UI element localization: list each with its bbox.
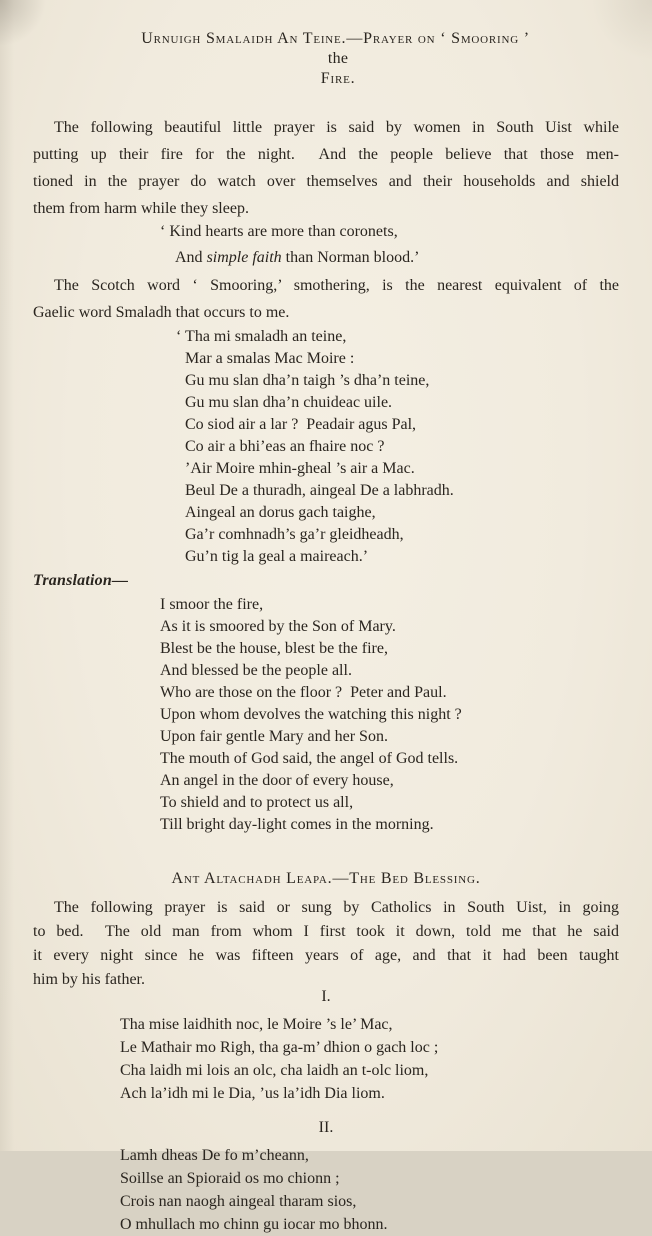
verse-line: Crois nan naogh aingeal tharam sios, [120, 1193, 357, 1210]
heading-text: Fire. [320, 70, 356, 87]
verse-line: Lamh dheas De fo m’cheann, [120, 1147, 309, 1164]
bed-blessing-verse-two [120, 1144, 619, 1236]
verse-numeral-two: II. [318, 1119, 334, 1136]
verse-line: Upon fair gentle Mary and her Son. [160, 728, 388, 745]
verse-line: ’Air Moire mhin-gheal ’s air a Mac. [185, 460, 415, 477]
verse-line: Upon whom devolves the watching this night ? [160, 706, 462, 723]
smooring-intro-paragraph [33, 114, 619, 222]
paragraph-line: The following prayer is said or sung by Catholics in South Uist, in going [54, 899, 619, 916]
translation-verse [160, 594, 619, 836]
quote-text: than Norman blood.’ [281, 249, 420, 266]
verse-line: Cha laidh mi lois an olc, cha laidh an t-olc liom, [120, 1062, 429, 1079]
verse-line: Ach la’idh mi le Dia, ’us la’idh Dia liom. [120, 1085, 385, 1102]
smooring-note-paragraph [33, 272, 619, 326]
paragraph-line: The following beautiful little prayer is said by women in South Uist while [54, 119, 619, 136]
verse-line: Till bright day-light comes in the morning. [160, 816, 434, 833]
bed-blessing-intro-paragraph [33, 896, 619, 992]
translation-label: Translation— [33, 572, 129, 589]
quote-italic-phrase: simple faith [206, 249, 282, 266]
paragraph-line: The Scotch word ‘ Smooring,’ smothering, is the nearest equivalent of the [54, 277, 619, 294]
verse-line: To shield and to protect us all, [160, 794, 354, 811]
paragraph-line: him by his father. [33, 971, 145, 988]
section-heading-smooring [33, 9, 619, 109]
verse-line: The mouth of God said, the angel of God tells. [160, 750, 459, 767]
heading-text-lowercase: the [327, 50, 349, 67]
verse-line: Gu’n tig la geal a maireach.’ [185, 548, 369, 565]
quote-line: ‘ Kind hearts are more than coronets, [160, 223, 398, 240]
verse-line: Mar a smalas Mac Moire : [185, 350, 355, 367]
verse-line: Blest be the house, blest be the fire, [160, 640, 388, 657]
quote-line [160, 245, 619, 271]
verse-line: Ga’r comhnadh’s ga’r gleidheadh, [185, 526, 404, 543]
tennyson-quote [160, 219, 619, 271]
paragraph-line: them from harm while they sleep. [33, 200, 249, 217]
paragraph-line: Gaelic word Smaladh that occurs to me. [33, 304, 290, 321]
verse-line: Co air a bhi’eas an fhaire noc ? [185, 438, 385, 455]
paragraph-line: it every night since he was fifteen years of age, and that it had been taught [33, 947, 619, 964]
paragraph-line: putting up their fire for the night. And the people believe that those men- [33, 146, 619, 163]
verse-line: O mhullach mo chinn gu iocar mo bhonn. [120, 1216, 388, 1233]
verse-line: Beul De a thuradh, aingeal De a labhradh. [185, 482, 454, 499]
verse-line: Gu mu slan dha’n chuideac uile. [185, 394, 393, 411]
verse-line: Le Mathair mo Righ, tha ga-m’ dhion o gach loc ; [120, 1039, 439, 1056]
verse-line: Who are those on the floor ? Peter and Paul. [160, 684, 447, 701]
quote-text: And [175, 249, 207, 266]
paragraph-line: tioned in the prayer do watch over themselves and their households and shield [33, 173, 619, 190]
bed-blessing-verse-one [120, 1013, 619, 1105]
verse-numeral-one: I. [321, 988, 331, 1005]
verse-line: Aingeal an dorus gach taighe, [185, 504, 376, 521]
paragraph-line: to bed. The old man from whom I first took it down, told me that he said [33, 923, 619, 940]
verse-line: Co siod air a lar ? Peadair agus Pal, [185, 416, 417, 433]
verse-line: Gu mu slan dha’n taigh ’s dha’n teine, [185, 372, 430, 389]
verse-line: Tha mise laidhith noc, le Moire ’s le’ Mac, [120, 1016, 393, 1033]
verse-line: An angel in the door of every house, [160, 772, 394, 789]
verse-line: And blessed be the people all. [160, 662, 352, 679]
verse-line: As it is smoored by the Son of Mary. [160, 618, 396, 635]
verse-line: ‘ Tha mi smaladh an teine, [176, 328, 347, 345]
verse-line: Soillse an Spioraid os mo chionn ; [120, 1170, 340, 1187]
gaelic-smooring-verse [176, 326, 619, 568]
section-heading-bed-blessing: Ant Altachadh Leapa.—The Bed Blessing. [171, 870, 481, 887]
verse-line: I smoor the fire, [160, 596, 264, 613]
heading-text: Urnuigh Smalaidh An Teine.—Prayer on ‘ Smooring ’ [141, 30, 530, 47]
